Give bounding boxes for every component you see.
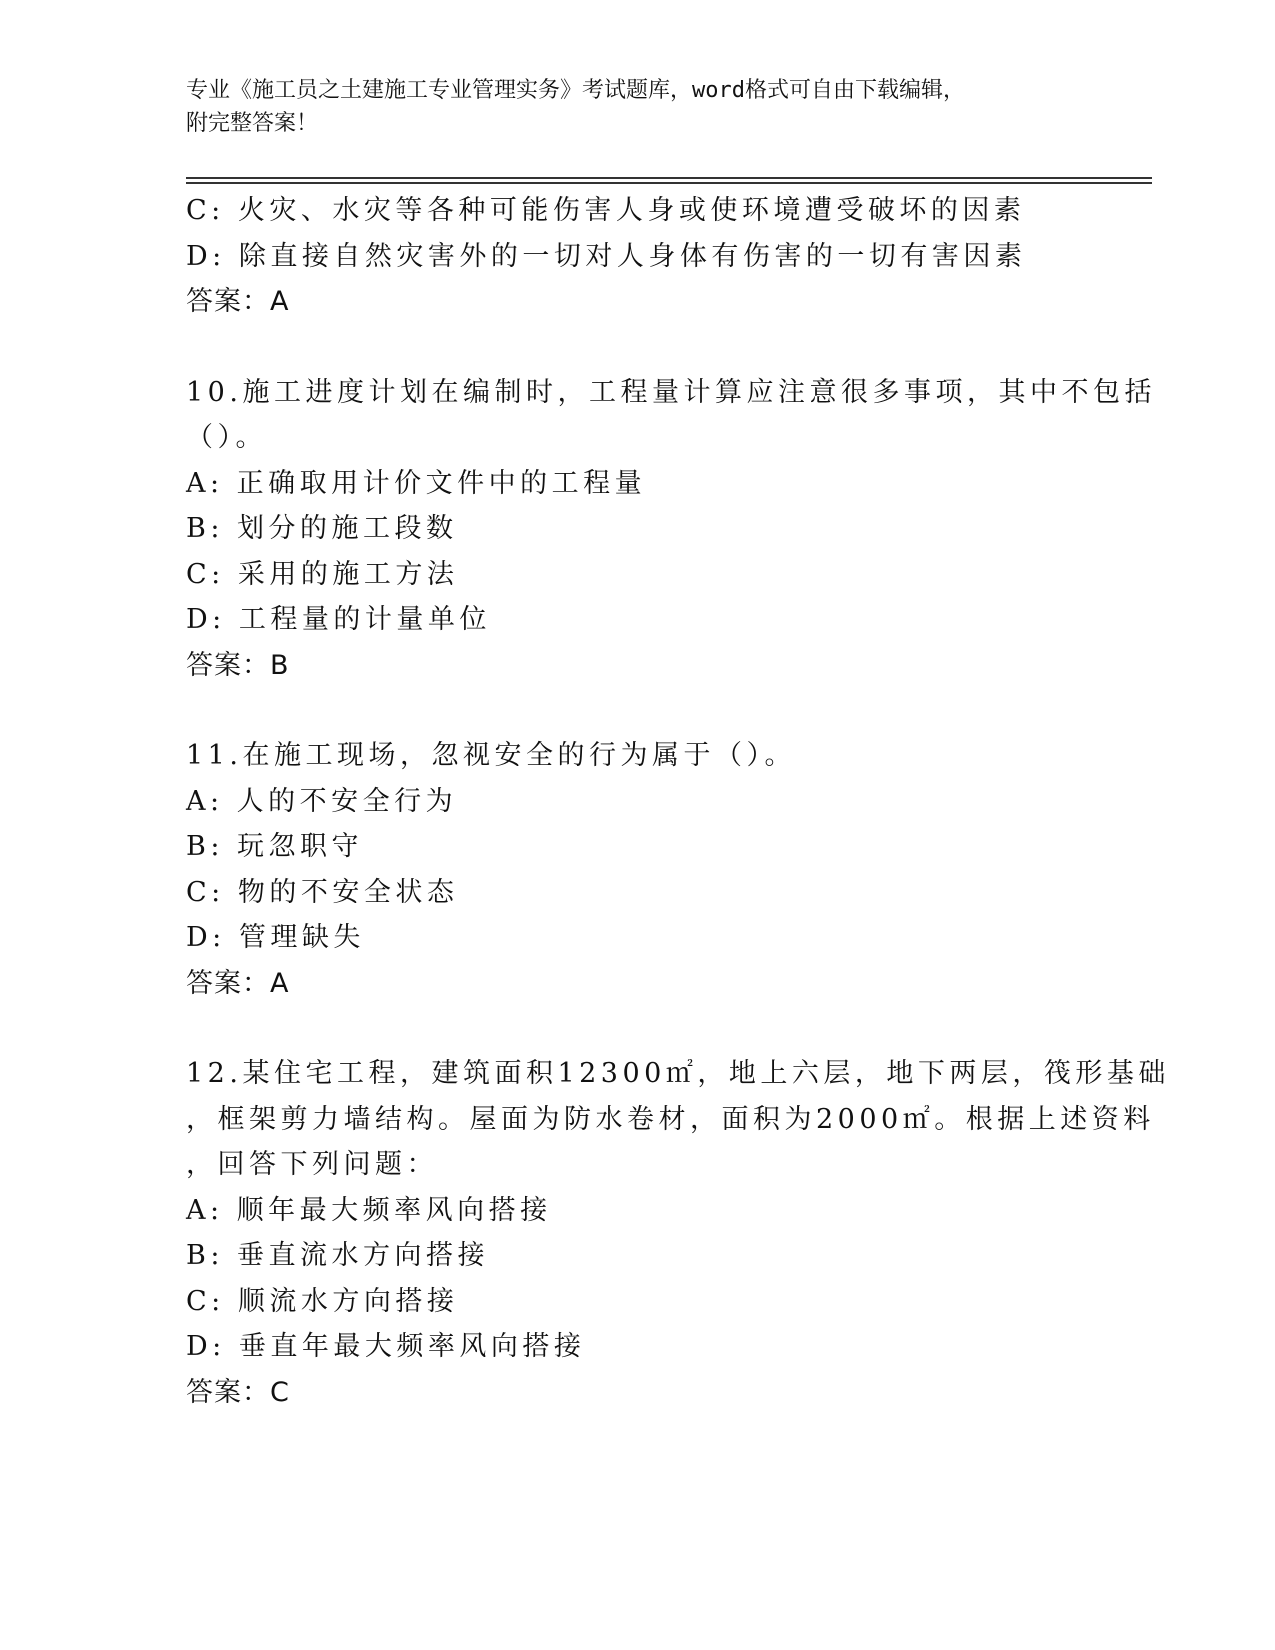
- option-d: D: 除直接自然灾害外的一切对人身体有伤害的一切有害因素: [186, 240, 1027, 272]
- option-a: A: 顺年最大频率风向搭接: [186, 1194, 552, 1226]
- header-divider-top: [186, 177, 1152, 179]
- option-a: A: 正确取用计价文件中的工程量: [186, 467, 647, 499]
- document-header: [186, 74, 1086, 140]
- option-c: C: 顺流水方向搭接: [186, 1285, 459, 1317]
- question-block-10: [186, 370, 1156, 689]
- spacer: [186, 688, 1086, 733]
- spacer: [186, 325, 1086, 370]
- header-line-2: 附完整答案！: [186, 111, 319, 136]
- option-c: C: 火灾、水灾等各种可能伤害人身或使环境遭受破坏的因素: [186, 195, 1026, 226]
- answer-label: 答案：C: [186, 1376, 290, 1408]
- option-b: B: 垂直流水方向搭接: [186, 1240, 490, 1271]
- question-text-line-1: 11.在施工现场，忽视安全的行为属于（）。: [186, 740, 796, 771]
- option-b: B: 划分的施工段数: [186, 513, 458, 544]
- question-text-line-2: （）。: [186, 422, 267, 453]
- question-text-line-3: ，回答下列问题：: [186, 1149, 438, 1180]
- option-d: D: 管理缺失: [186, 922, 365, 953]
- header-divider-bottom: [186, 182, 1152, 184]
- option-a: A: 人的不安全行为: [186, 785, 458, 817]
- option-b: B: 玩忽职守: [186, 831, 364, 862]
- answer-label: 答案：A: [186, 286, 290, 317]
- answer-label: 答案：B: [186, 649, 290, 681]
- question-text-line-1: 12.某住宅工程，建筑面积12300㎡，地上六层，地下两层，筏形基础: [186, 1058, 1170, 1089]
- option-d: D: 垂直年最大频率风向搭接: [186, 1331, 586, 1362]
- question-text-line-1: 10.施工进度计划在编制时，工程量计算应注意很多事项，其中不包括: [186, 376, 1156, 408]
- question-block-9: [186, 188, 1086, 325]
- question-block-11: [186, 733, 1086, 1006]
- answer-label: 答案：A: [186, 967, 290, 999]
- option-c: C: 物的不安全状态: [186, 876, 459, 908]
- option-c: C: 采用的施工方法: [186, 558, 459, 590]
- option-d: D: 工程量的计量单位: [186, 604, 491, 635]
- spacer: [186, 1006, 1086, 1051]
- header-line-1: 专业《施工员之土建施工专业管理实务》考试题库，word格式可自由下载编辑，: [186, 78, 965, 103]
- question-text-line-2: ，框架剪力墙结构。屋面为防水卷材，面积为2000㎡。根据上述资料: [186, 1103, 1155, 1135]
- question-block-12: [186, 1051, 1170, 1415]
- question-list: [186, 188, 1170, 1415]
